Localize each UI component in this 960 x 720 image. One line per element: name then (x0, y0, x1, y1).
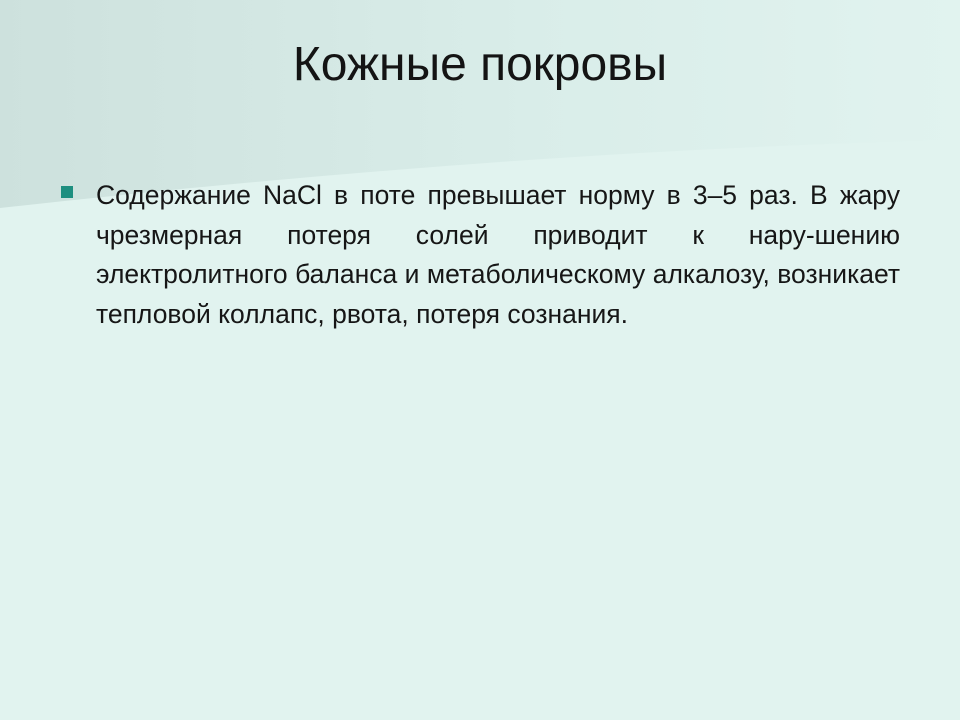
bullet-item (96, 176, 900, 334)
slide-content (96, 176, 900, 334)
bullet-text: Содержание NaCl в поте превышает норму в 3–5 раз. В жару чрезмерная потеря солей приводит к нару-шению электролитного баланса и метаболическому алкалозу, возникает тепловой коллапс, рвота, потеря сознания. (96, 180, 900, 329)
slide-title: Кожные покровы (292, 38, 668, 91)
square-bullet-icon (61, 186, 73, 198)
